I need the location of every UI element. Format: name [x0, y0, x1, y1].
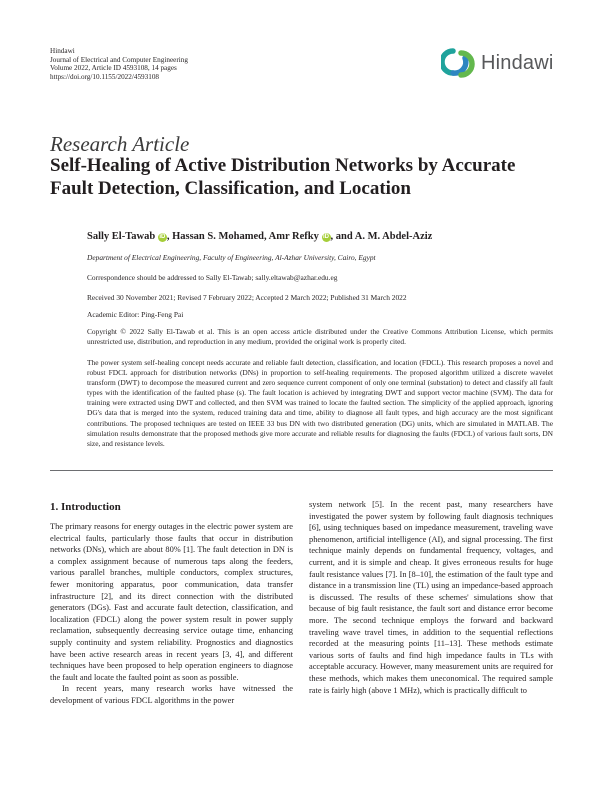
affiliation: Department of Electrical Engineering, Faculty of Engineering, Al-Azhar University, Cairo, Egypt: [87, 253, 376, 262]
publication-dates: Received 30 November 2021; Revised 7 February 2022; Accepted 2 March 2022; Published 31 March 2022: [87, 293, 407, 302]
academic-editor: Academic Editor: Ping-Feng Pai: [87, 310, 184, 319]
section-heading: 1. Introduction: [50, 501, 121, 513]
section-divider: [50, 470, 553, 471]
author-name[interactable]: A. M. Abdel-Aziz: [354, 231, 433, 242]
hindawi-logo-icon: [441, 48, 477, 78]
hindawi-logo: [441, 46, 553, 80]
journal-info: [50, 47, 188, 81]
orcid-icon[interactable]: iD: [159, 234, 166, 240]
doi-link[interactable]: https://doi.org/10.1155/2022/4593108: [50, 72, 160, 81]
author-list: [87, 231, 432, 242]
publisher-name: Hindawi: [50, 47, 75, 55]
volume-info: Volume 2022, Article ID 4593108, 14 pages: [50, 64, 177, 73]
author-name[interactable]: Hassan S. Mohamed: [172, 231, 264, 242]
correspondence: Correspondence should be addressed to Sally El-Tawab; sally.eltawab@azhar.edu.eg: [87, 273, 338, 282]
body-column-left: [50, 521, 293, 707]
author-separator: ,: [166, 231, 173, 242]
author-name[interactable]: Sally El-Tawab: [87, 231, 156, 242]
article-title: Self-Healing of Active Distribution Networks by Accurate Fault Detection, Classification, and Location: [50, 155, 516, 199]
author-separator: ,: [263, 231, 269, 242]
paragraph: The primary reasons for energy outages in the electric power system are electrical faults, particularly those faults that occur in distribution networks (DNs), which are about 80% [1]. The fault detection in DN is a complex assignment because of numerous taps along the feeders, various parallel branches, multiple conductors, complex structures, fewer monitoring apparatus, poor communication, data transfer infrastructure [2], and its direct connection with the distributed generators (DGs). Fast and accurate fault detection, classification, and localization (FDCL) along the power system result in power supply reclamation, subsequently decreasing service outage time, enhancing supply continuity and system reliability. Prognostics and diagnostics have been active research areas in recent years [3, 4], and different techniques have been proposed to help operation engineers to diagnose the fault and locate the faulted point as soon as possible.: [50, 522, 293, 682]
orcid-icon[interactable]: iD: [323, 234, 330, 240]
article-type: Research Article: [50, 132, 190, 156]
author-name[interactable]: Amr Refky: [268, 231, 319, 242]
abstract: The power system self-healing concept needs accurate and reliable fault detection, classification, and location (FDCL). This research proposes a novel and robust FDCL approach for distribution networks (DNs) in proportion to self-healing requirements. The proposed algorithm utilized a discrete wavelet transform (DWT) to decompose the measured current and zero sequence current component of only one terminal (substation) to detect and classify all fault types with the identification of the faulted phase (s). The fault location is achieved by integrating DWT and support vector machine (SVM). The data for training were extracted using DWT and collected, and then SVM was trained to locate the faulted section. The simplicity of the applied approach, ignoring DG's data that is merged into the system, reduced training data and time, ability to diagnose all fault types, and high accuracy are the most significant contributions. The proposed techniques are tested on IEEE 33 bus DN with two distributed generation (DG) units, which are simulated in MATLAB. The simulation results demonstrate that the proposed methods give more accurate and reliable results for diagnosing the faults (FDCL) of various fault sorts, DN size, and resistance levels.: [87, 358, 553, 448]
author-separator: , and: [330, 231, 355, 242]
logo-wordmark: Hindawi: [481, 51, 554, 74]
body-column-right: [309, 499, 553, 696]
copyright-notice: Copyright © 2022 Sally El-Tawab et al. This is an open access article distributed under the Creative Commons Attribution License, which permits unrestricted use, distribution, and reproduction in any medium, provided the original work is properly cited.: [87, 327, 553, 346]
paragraph: In recent years, many research works have witnessed the development of various FDCL algorithms in the power: [50, 684, 293, 705]
paragraph: system network [5]. In the recent past, many researchers have investigated the power system by following fault diagnosis techniques [6], using techniques based on impedance measurement, traveling wave phenomenon, artificial intelligence (AI), and signal processing. The first technique mainly depends on fundamental frequency, voltages, and current, and it is simple and cheap. It gives erroneous results for huge fault resistance values [7]. In [8–10], the estimation of the fault type and distance in a transmission line (TL) using an impedance-based approach is discussed. The results of these schemes' simulations show that because of big fault resistance, the fault sort and distance error become more. The second technique employs the forward and backward traveling wave travel times, in addition to the sequential reflections recorded at the measuring points [11–13]. These methods estimate various sorts of faults and find high impedance faults in TLs with acceptable accuracy. However, many measurement units are required for these methods, which makes them uneconomical. The required sample rate is fairly high (above 1 MHz), which is practically difficult to: [309, 500, 553, 695]
journal-name: Journal of Electrical and Computer Engineering: [50, 55, 188, 64]
